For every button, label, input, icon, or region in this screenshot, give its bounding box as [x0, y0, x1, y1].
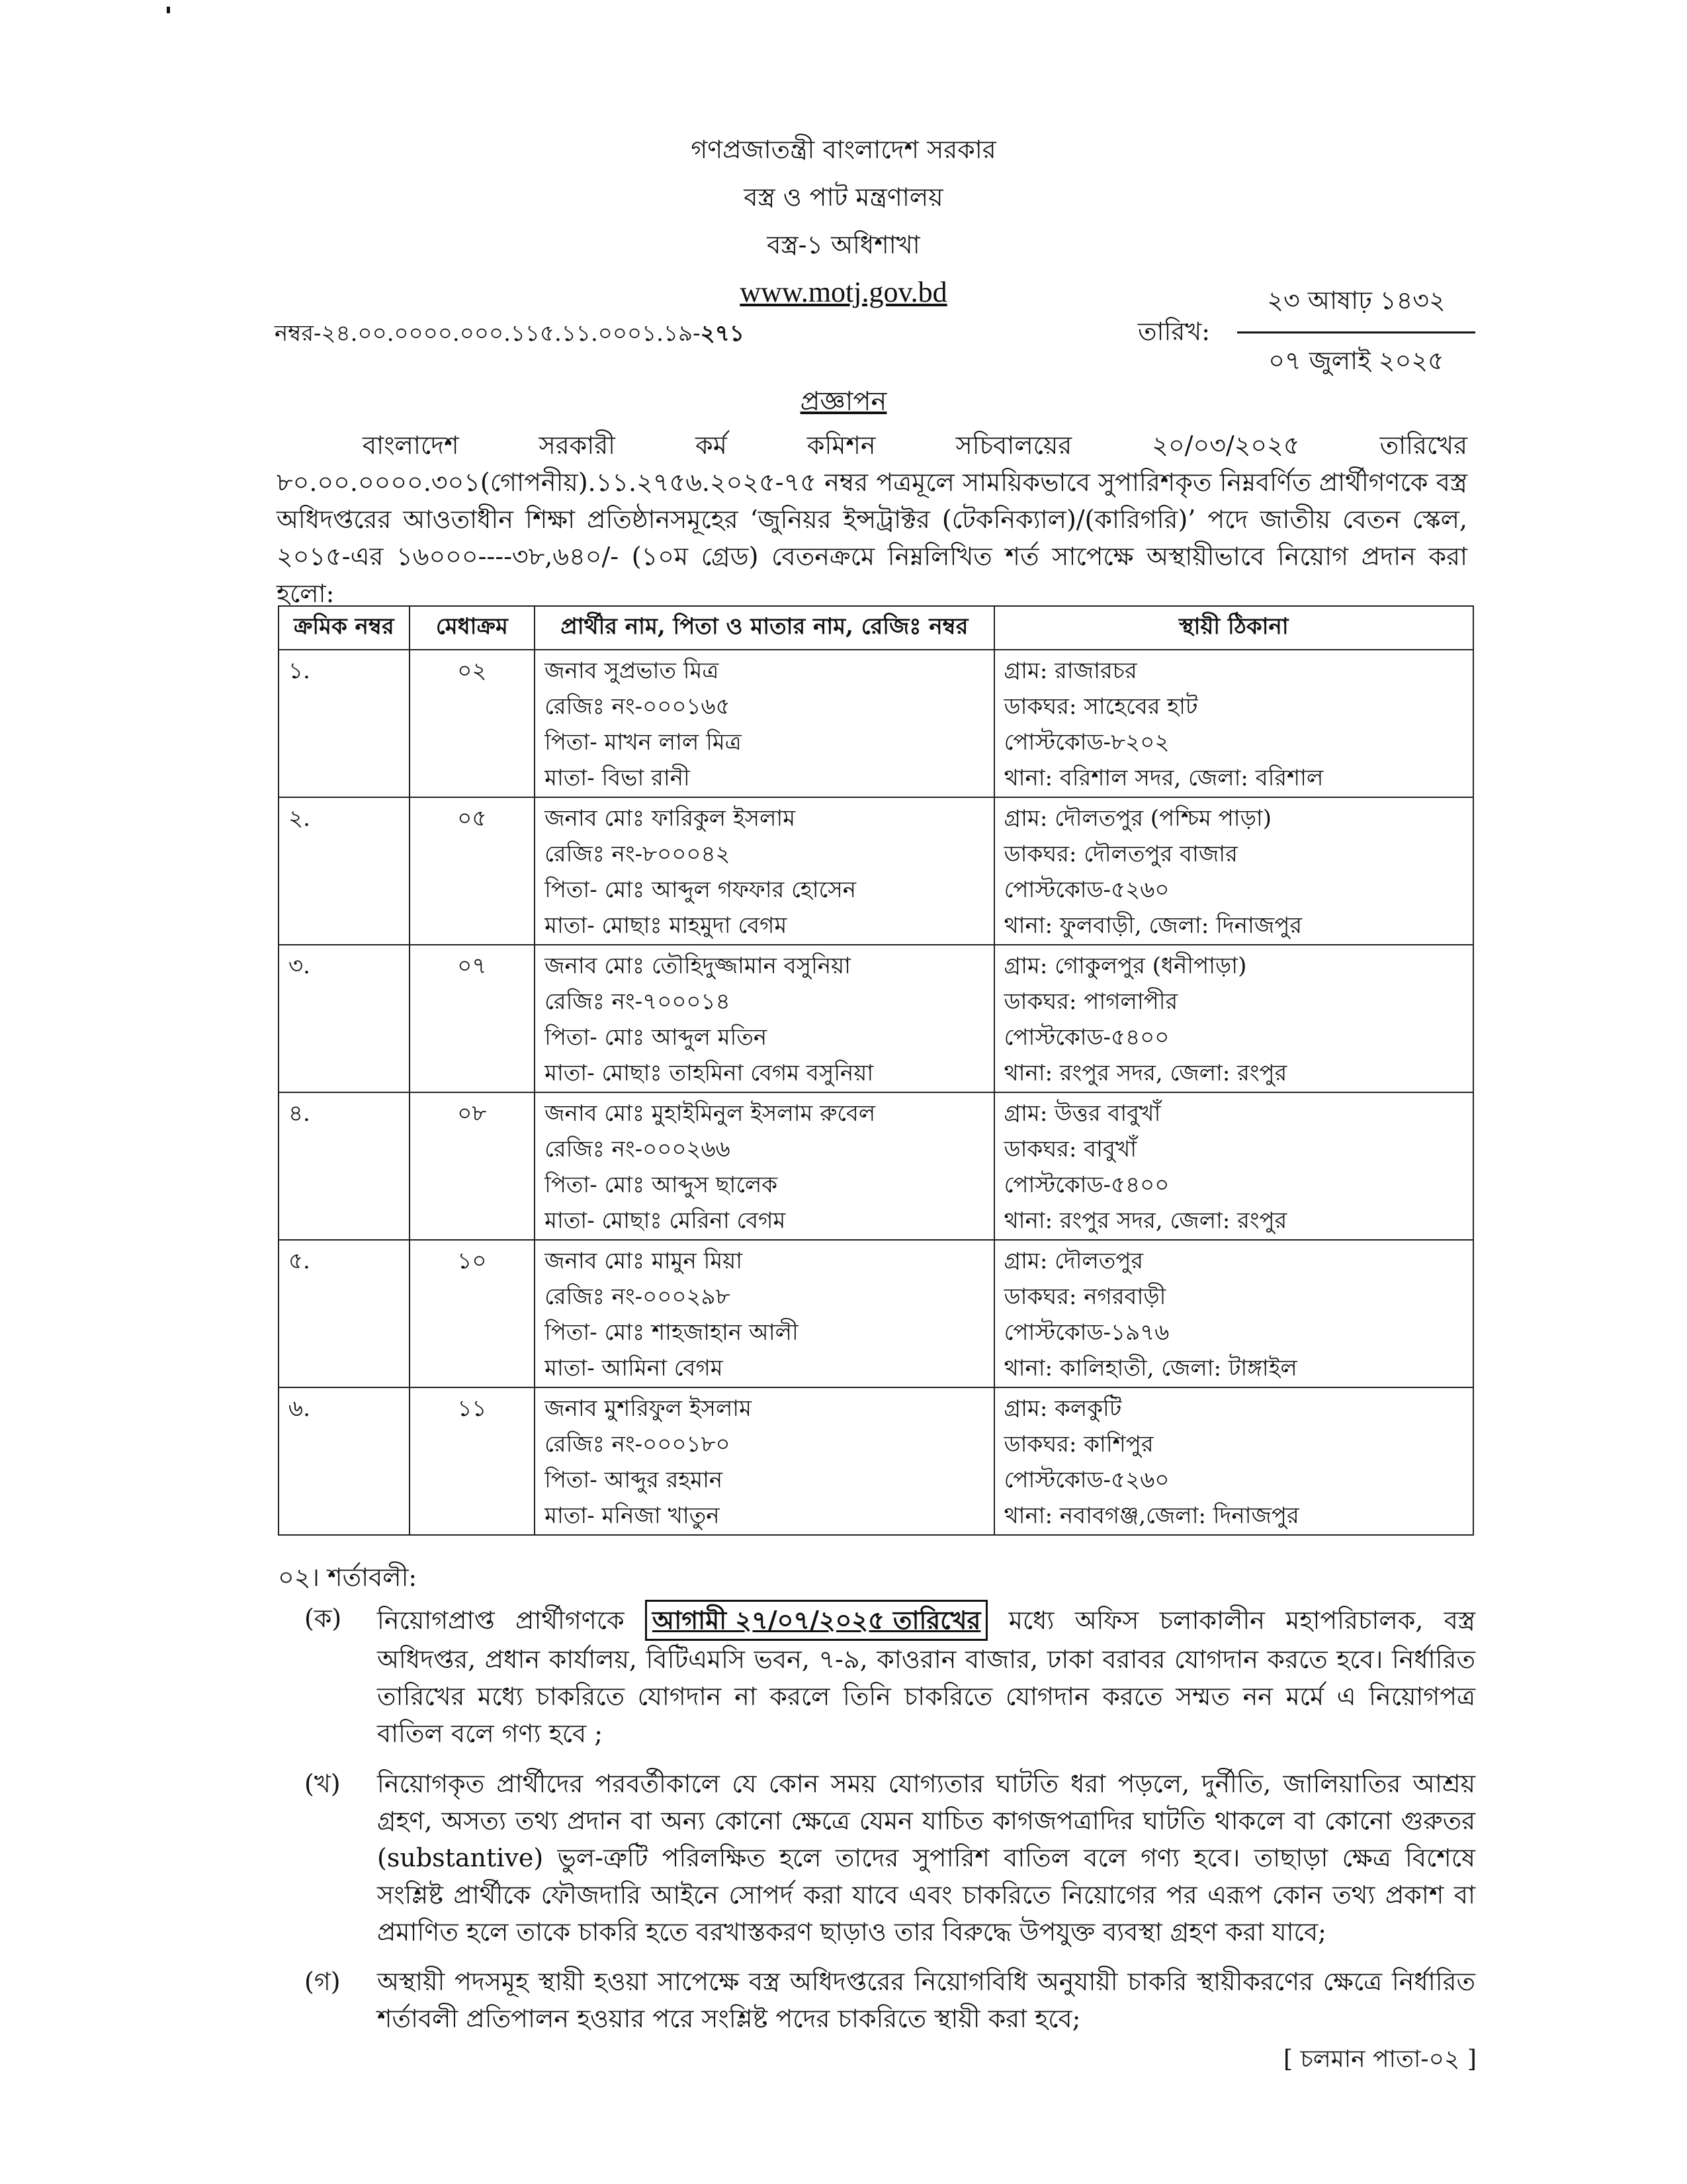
intro-paragraph: বাংলাদেশ সরকারী কর্ম কমিশন সচিবালয়ের ২০/০৩/২০২৫ তারিখের ৮০.০০.০০০০.৩০১(গোপনীয়).১১.২৭৫৬.২০২৫-৭৫ নম্বর পত্রমূলে সাময়িকভাবে সুপারিশকৃত নিম্নবর্ণিত প্রার্থীগণকে বস্ত্র অধিদপ্তরের আওতাধীন শিক্ষা প্রতিষ্ঠানসমূহের ‘জুনিয়র ইন্সট্রাক্টর (টেকনিক্যাল)/(কারিগরি)’ পদে জাতীয় বেতন স্কেল, ২০১৫-এর ১৬০০০----৩৮,৬৪০/- (১০ম গ্রেড) বেতনক্রমে নিম্নলিখিত শর্ত সাপেক্ষে অস্থায়ীভাবে নিয়োগ প্রদান করা হলো: — [277, 431, 1467, 608]
conditions-title: ০২। শর্তাবলী: — [278, 1563, 417, 1592]
condition-text-before: নিয়োগপ্রাপ্ত প্রার্থীগণকে — [377, 1606, 645, 1635]
candidate-table — [278, 605, 1474, 1536]
serial-number: ৫. — [288, 1248, 310, 1274]
address-village: গ্রাম: দৌলতপুর — [1004, 1248, 1144, 1274]
cell-candidate — [535, 1387, 994, 1535]
registration-number: রেজিঃ নং-০০০২৬৬ — [544, 1136, 730, 1162]
condition-text — [377, 1600, 1475, 1752]
registration-number: রেজিঃ নং-৭০০০১৪ — [544, 988, 730, 1015]
merit-rank: ০৫ — [457, 805, 487, 832]
cell-candidate — [535, 650, 994, 797]
address-postcode: পোস্টকোড-৫৪০০ — [1004, 1172, 1170, 1198]
address-village: গ্রাম: গোকুলপুর (ধনীপাড়া) — [1004, 953, 1247, 979]
registration-number: রেজিঃ নং-০০০১৮০ — [544, 1431, 730, 1458]
mother-name: মাতা- বিভা রানী — [544, 765, 690, 791]
notice-title: প্রজ্ঞাপন — [800, 386, 887, 417]
address-postcode: পোস্টকোড-৫২৬০ — [1004, 877, 1170, 903]
candidate-name: জনাব মোঃ মামুন মিয়া — [544, 1248, 743, 1274]
date-label: তারিখ: — [1138, 317, 1211, 346]
website-link[interactable]: www.motj.gov.bd — [740, 276, 947, 308]
address-postcode: পোস্টকোড-৮২০২ — [1004, 729, 1170, 756]
table-row — [279, 650, 1473, 797]
father-name: পিতা- মোঃ আব্দুস ছালেক — [544, 1172, 778, 1198]
serial-number: ২. — [288, 805, 310, 832]
father-name: পিতা- মাখন লাল মিত্র — [544, 729, 742, 756]
cell-merit — [410, 797, 535, 945]
address-post-office: ডাকঘর: কাশিপুর — [1004, 1431, 1154, 1458]
cell-serial — [279, 945, 410, 1092]
address-thana-district: থানা: কালিহাতী, জেলা: টাঙ্গাইল — [1004, 1355, 1297, 1381]
mother-name: মাতা- মনিজা খাতুন — [544, 1503, 720, 1529]
table-row — [279, 945, 1473, 1092]
address-post-office: ডাকঘর: বাবুখাঁ — [1004, 1136, 1137, 1162]
table-row — [279, 797, 1473, 945]
address-thana-district: থানা: রংপুর সদর, জেলা: রংপুর — [1004, 1060, 1287, 1086]
condition-text: অস্থায়ী পদসমূহ স্থায়ী হওয়া সাপেক্ষে বস্ত্র অধিদপ্তরের নিয়োগবিধি অনুযায়ী চাকরি স্থায়ীকরণের ক্ষেত্রে নির্ধারিত শর্তাবলী প্রতিপালন হওয়ার পরে সংশ্লিষ্ট পদের চাকরিতে স্থায়ী করা হবে; — [377, 1967, 1475, 2033]
cell-merit — [410, 945, 535, 1092]
condition-text: নিয়োগকৃত প্রার্থীদের পরবর্তীকালে যে কোন সময় যোগ্যতার ঘাটতি ধরা পড়লে, দুর্নীতি, জালিয়াতির আশ্রয় গ্রহণ, অসত্য তথ্য প্রদান বা অন্য কোনো ক্ষেত্রে যেমন যাচিত কাগজপত্রাদির ঘাটতি থাকলে বা কোনো গুরুতর (substantive) ভুল-ত্রুটি পরিলক্ষিত হলে তাদের সুপারিশ বাতিল বলে গণ্য হবে। তাছাড়া ক্ষেত্র বিশেষে সংশ্লিষ্ট প্রার্থীকে ফৌজদারি আইনে সোপর্দ করা যাবে এবং চাকরিতে নিয়োগের পর এরূপ কোন তথ্য প্রকাশ বা প্রমাণিত হলে তাকে চাকরি হতে বরখাস্তকরণ ছাড়াও তার বিরুদ্ধে উপযুক্ত ব্যবস্থা গ্রহণ করা যাবে; — [377, 1769, 1475, 1946]
candidate-name: জনাব সুপ্রভাত মিত্র — [544, 658, 719, 684]
government-name: গণপ্রজাতন্ত্রী বাংলাদেশ সরকার — [691, 135, 996, 164]
candidate-name: জনাব মোঃ মুহাইমিনুল ইসলাম রুবেল — [544, 1100, 876, 1127]
cell-merit — [410, 1240, 535, 1387]
candidate-name: জনাব মোঃ তৌহিদুজ্জামান বসুনিয়া — [544, 953, 851, 979]
serial-number: ৪. — [288, 1100, 310, 1127]
cell-address — [994, 650, 1473, 797]
cell-address — [994, 797, 1473, 945]
address-village: গ্রাম: রাজারচর — [1004, 658, 1137, 684]
merit-rank: ০৭ — [457, 953, 487, 979]
cell-address — [994, 1387, 1473, 1535]
cell-serial — [279, 797, 410, 945]
address-post-office: ডাকঘর: সাহেবের হাট — [1004, 693, 1198, 720]
header-address: স্থায়ী ঠিকানা — [994, 606, 1473, 650]
condition-label: (খ) — [304, 1769, 341, 1798]
candidate-name: জনাব মুশরিফুল ইসলাম — [544, 1395, 752, 1422]
header-serial: ক্রমিক নম্বর — [279, 606, 410, 650]
merit-rank: ১০ — [457, 1248, 487, 1274]
address-post-office: ডাকঘর: পাগলাপীর — [1004, 988, 1178, 1015]
mother-name: মাতা- মোছাঃ মাহমুদা বেগম — [544, 912, 787, 939]
address-post-office: ডাকঘর: নগরবাড়ী — [1004, 1284, 1166, 1310]
cell-candidate — [535, 945, 994, 1092]
header-merit: মেধাক্রম — [410, 606, 535, 650]
date-gregorian: ০৭ জুলাই ২০২৫ — [1268, 346, 1444, 375]
address-thana-district: থানা: ফুলবাড়ী, জেলা: দিনাজপুর — [1004, 912, 1303, 939]
cell-merit — [410, 1092, 535, 1240]
address-thana-district: থানা: রংপুর সদর, জেলা: রংপুর — [1004, 1207, 1287, 1234]
table-row — [279, 1387, 1473, 1535]
registration-number: রেজিঃ নং-০০০১৬৫ — [544, 693, 730, 720]
mother-name: মাতা- আমিনা বেগম — [544, 1355, 723, 1381]
cell-merit — [410, 650, 535, 797]
header-name: প্রার্থীর নাম, পিতা ও মাতার নাম, রেজিঃ নম্বর — [535, 606, 994, 650]
serial-number: ১. — [288, 658, 310, 684]
table-row — [279, 1240, 1473, 1387]
cell-candidate — [535, 797, 994, 945]
address-village: গ্রাম: দৌলতপুর (পশ্চিম পাড়া) — [1004, 805, 1272, 832]
address-post-office: ডাকঘর: দৌলতপুর বাজার — [1004, 841, 1238, 867]
merit-rank: ০৮ — [457, 1100, 487, 1127]
condition-label: (গ) — [304, 1967, 341, 1996]
address-thana-district: থানা: বরিশাল সদর, জেলা: বরিশাল — [1004, 765, 1324, 791]
cell-serial — [279, 1092, 410, 1240]
father-name: পিতা- মোঃ শাহজাহান আলী — [544, 1319, 799, 1346]
date-bangla: ২৩ আষাঢ় ১৪৩২ — [1237, 281, 1475, 333]
joining-deadline-highlight: আগামী ২৭/০৭/২০২৫ তারিখের — [645, 1600, 988, 1641]
memo-number — [275, 316, 744, 354]
cell-serial — [279, 1387, 410, 1535]
address-village: গ্রাম: উত্তর বাবুখাঁ — [1004, 1100, 1161, 1127]
scan-speck — [167, 7, 170, 13]
mother-name: মাতা- মোছাঃ তাহমিনা বেগম বসুনিয়া — [544, 1060, 874, 1086]
memo-number-suffix: ২৭১ — [700, 320, 744, 347]
table-header-row — [279, 606, 1473, 650]
father-name: পিতা- মোঃ আব্দুল গফফার হোসেন — [544, 877, 857, 903]
condition-text-after: মধ্যে অফিস চলাকালীন মহাপরিচালক, বস্ত্র অধিদপ্তর, প্রধান কার্যালয়, বিটিএমসি ভবন, ৭-৯, কাওরান বাজার, ঢাকা বরাবর যোগদান করতে হবে। নির্ধারিত তারিখের মধ্যে চাকরিতে যোগদান না করলে তিনি চাকরিতে যোগদান করতে সম্মত নন মর্মে এ নিয়োগপত্র বাতিল বলে গণ্য হবে ; — [377, 1606, 1475, 1748]
address-postcode: পোস্টকোড-৫২৬০ — [1004, 1467, 1170, 1493]
cell-merit — [410, 1387, 535, 1535]
serial-number: ৬. — [288, 1395, 310, 1422]
father-name: পিতা- মোঃ আব্দুল মতিন — [544, 1024, 767, 1051]
mother-name: মাতা- মোছাঃ মেরিনা বেগম — [544, 1207, 786, 1234]
continued-page-note: [ চলমান পাতা-০২ ] — [1283, 2046, 1477, 2073]
merit-rank: ১১ — [457, 1395, 487, 1422]
memo-number-prefix: নম্বর-২৪.০০.০০০০.০০০.১১৫.১১.০০০১.১৯- — [275, 320, 701, 347]
address-village: গ্রাম: কলকুটি — [1004, 1395, 1122, 1422]
date-block — [1237, 281, 1475, 384]
division-name: বস্ত্র-১ অধিশাখা — [767, 230, 920, 259]
registration-number: রেজিঃ নং-০০০২৯৮ — [544, 1284, 730, 1310]
cell-address — [994, 945, 1473, 1092]
candidate-name: জনাব মোঃ ফারিকুল ইসলাম — [544, 805, 796, 832]
address-thana-district: থানা: নবাবগঞ্জ,জেলা: দিনাজপুর — [1004, 1503, 1299, 1529]
cell-serial — [279, 650, 410, 797]
address-postcode: পোস্টকোড-১৯৭৬ — [1004, 1319, 1170, 1346]
address-postcode: পোস্টকোড-৫৪০০ — [1004, 1024, 1170, 1051]
cell-serial — [279, 1240, 410, 1387]
table-row — [279, 1092, 1473, 1240]
registration-number: রেজিঃ নং-৮০০০৪২ — [544, 841, 730, 867]
cell-address — [994, 1092, 1473, 1240]
serial-number: ৩. — [288, 953, 310, 979]
cell-candidate — [535, 1092, 994, 1240]
father-name: পিতা- আব্দুর রহমান — [544, 1467, 723, 1493]
ministry-name: বস্ত্র ও পাট মন্ত্রণালয় — [744, 183, 943, 212]
merit-rank: ০২ — [457, 658, 487, 684]
cell-candidate — [535, 1240, 994, 1387]
cell-address — [994, 1240, 1473, 1387]
condition-label: (ক) — [304, 1604, 342, 1633]
